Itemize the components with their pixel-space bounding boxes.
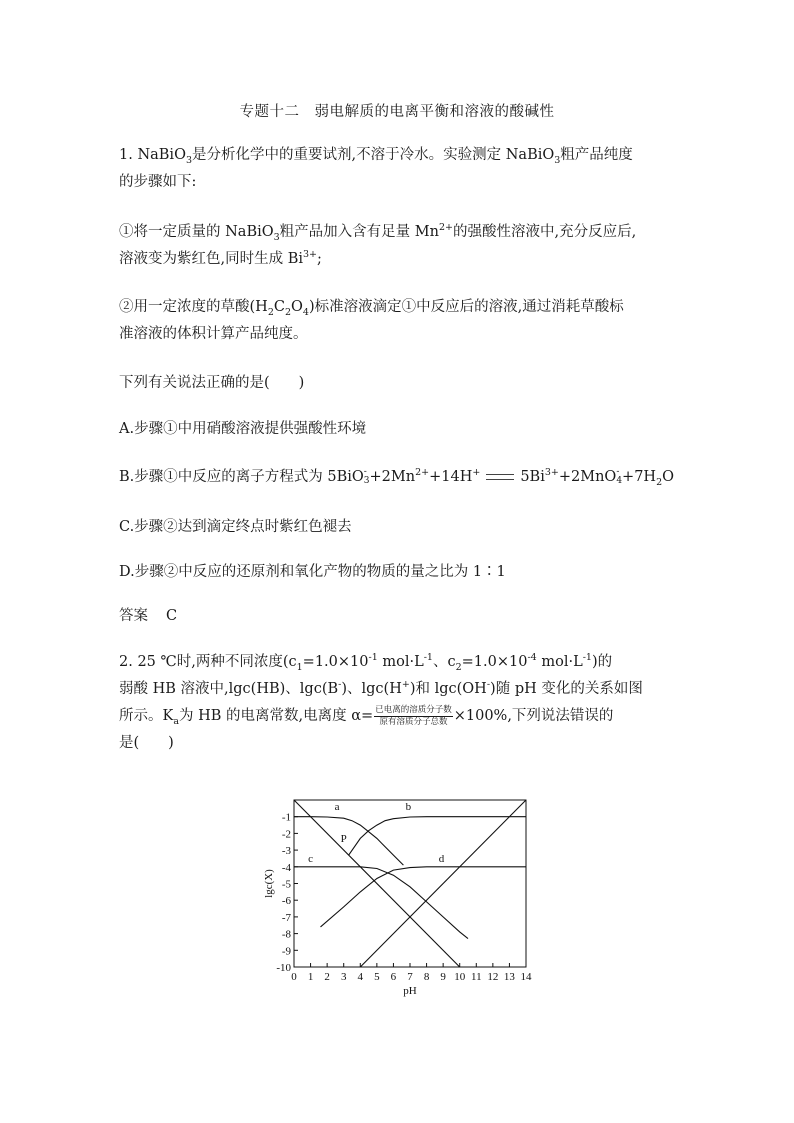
x-tick-label: 7: [407, 971, 413, 983]
lgc-ph-chart: [260, 795, 540, 1005]
x-tick-label: 13: [503, 971, 515, 983]
q1-option-a: A.步骤①中用硝酸溶液提供强酸性环境: [119, 421, 367, 437]
curve-label-p: P: [340, 832, 347, 845]
x-tick-label: 5: [374, 971, 380, 983]
series-line-1: [349, 817, 526, 855]
y-tick-label: -7: [281, 911, 291, 924]
ionization-degree-fraction: $\frac{\text{已电离的溶质分子数}}{\text{原有溶质分子总数}}$: [375, 704, 452, 727]
y-tick-label: -10: [276, 962, 291, 974]
x-tick-label: 8: [423, 971, 430, 983]
y-axis-label: lgc(X): [263, 869, 275, 898]
x-tick-label: 10: [454, 971, 466, 983]
answer-value: C: [166, 608, 178, 624]
q1-option-b: B.步骤①中反应的离子方程式为 5BiO - 3 $+2Mn^{2+}+14H^+$ $5Bi^{3+}+2MnO$ - 4 $+7H_2O$: [119, 467, 675, 488]
x-tick-label: 3: [340, 971, 347, 983]
y-tick-label: -4: [281, 861, 291, 874]
y-tick-label: -3: [281, 845, 291, 858]
y-tick-label: -1: [281, 811, 291, 824]
y-tick-label: -2: [281, 828, 291, 841]
q1-answer: [119, 604, 177, 625]
series-line-3: [321, 867, 527, 927]
q1-step1: ①将一定质量的 NaBiO$_3$粗产品加入含有足量 $Mn^{2+}$的强酸性溶液中,充分反应后, 溶液变为紫红色,同时生成 $Bi^{3+}$;: [119, 222, 637, 267]
curve-label-a: a: [334, 801, 340, 814]
y-tick-label: -8: [281, 928, 291, 941]
y-tick-label: -5: [281, 878, 291, 891]
y-tick-label: -9: [281, 945, 291, 958]
x-tick-label: 6: [390, 971, 397, 983]
plot-frame: [294, 800, 526, 967]
x-tick-label: 12: [487, 971, 499, 983]
q1-option-d: D.步骤②中反应的还原剂和氧化产物的物质的量之比为 1∶1: [119, 564, 506, 580]
answer-label: 答案: [119, 608, 148, 624]
q1-stem: 1. NaBiO$_3$是分析化学中的重要试剂,不溶于冷水。实验测定 NaBiO$_3$粗产品纯度 的步骤如下:: [119, 147, 633, 190]
x-tick-label: 1: [307, 971, 314, 983]
q2-stem: 2. 25 ℃时,两种不同浓度($c_1=1.0\times 10^{-1}$ $mol\cdot L^{-1}$、$c_2=1.0\times 10^{-4}$ $mol\cdot L^{-1}$)的 弱酸 HB 溶液中,lgc(HB)、lgc(B-)、lgc(H+)和 lgc(OH-)随 pH 变化的关系如图 所示。$K_a$为 HB 的电离常数,电离度 α= $\frac{\text{已电离的溶质分子数}}{\text{原有溶质分子总数}}$ ×100%,下列说法错误的 是( ): [119, 652, 643, 751]
x-tick-label: 14: [520, 971, 532, 983]
x-tick-label: 9: [440, 971, 446, 983]
x-axis-label: pH: [403, 985, 417, 997]
q1-step2: ②用一定浓度的草酸$(H_2C_2O_4)$标准溶液滴定①中反应后的溶液,通过消耗草酸标 准溶液的体积计算产品纯度。: [119, 299, 624, 342]
curve-label-d: d: [438, 852, 445, 865]
x-tick-label: 2: [324, 971, 330, 983]
series-line-2: [294, 867, 468, 939]
x-tick-label: 11: [470, 971, 482, 983]
x-tick-label: 0: [291, 971, 297, 983]
section-title: 专题十二 弱电解质的电离平衡和溶液的酸碱性: [239, 104, 555, 120]
curve-label-c: c: [308, 852, 314, 865]
y-tick-label: -6: [281, 895, 291, 908]
q1-question: 下列有关说法正确的是( ): [119, 375, 305, 391]
series-line-5: [360, 800, 526, 967]
q1-option-c: C.步骤②达到滴定终点时紫红色褪去: [119, 519, 352, 535]
curve-label-b: b: [405, 801, 412, 814]
x-tick-label: 4: [357, 971, 364, 983]
equals-sign-icon: [486, 474, 514, 480]
